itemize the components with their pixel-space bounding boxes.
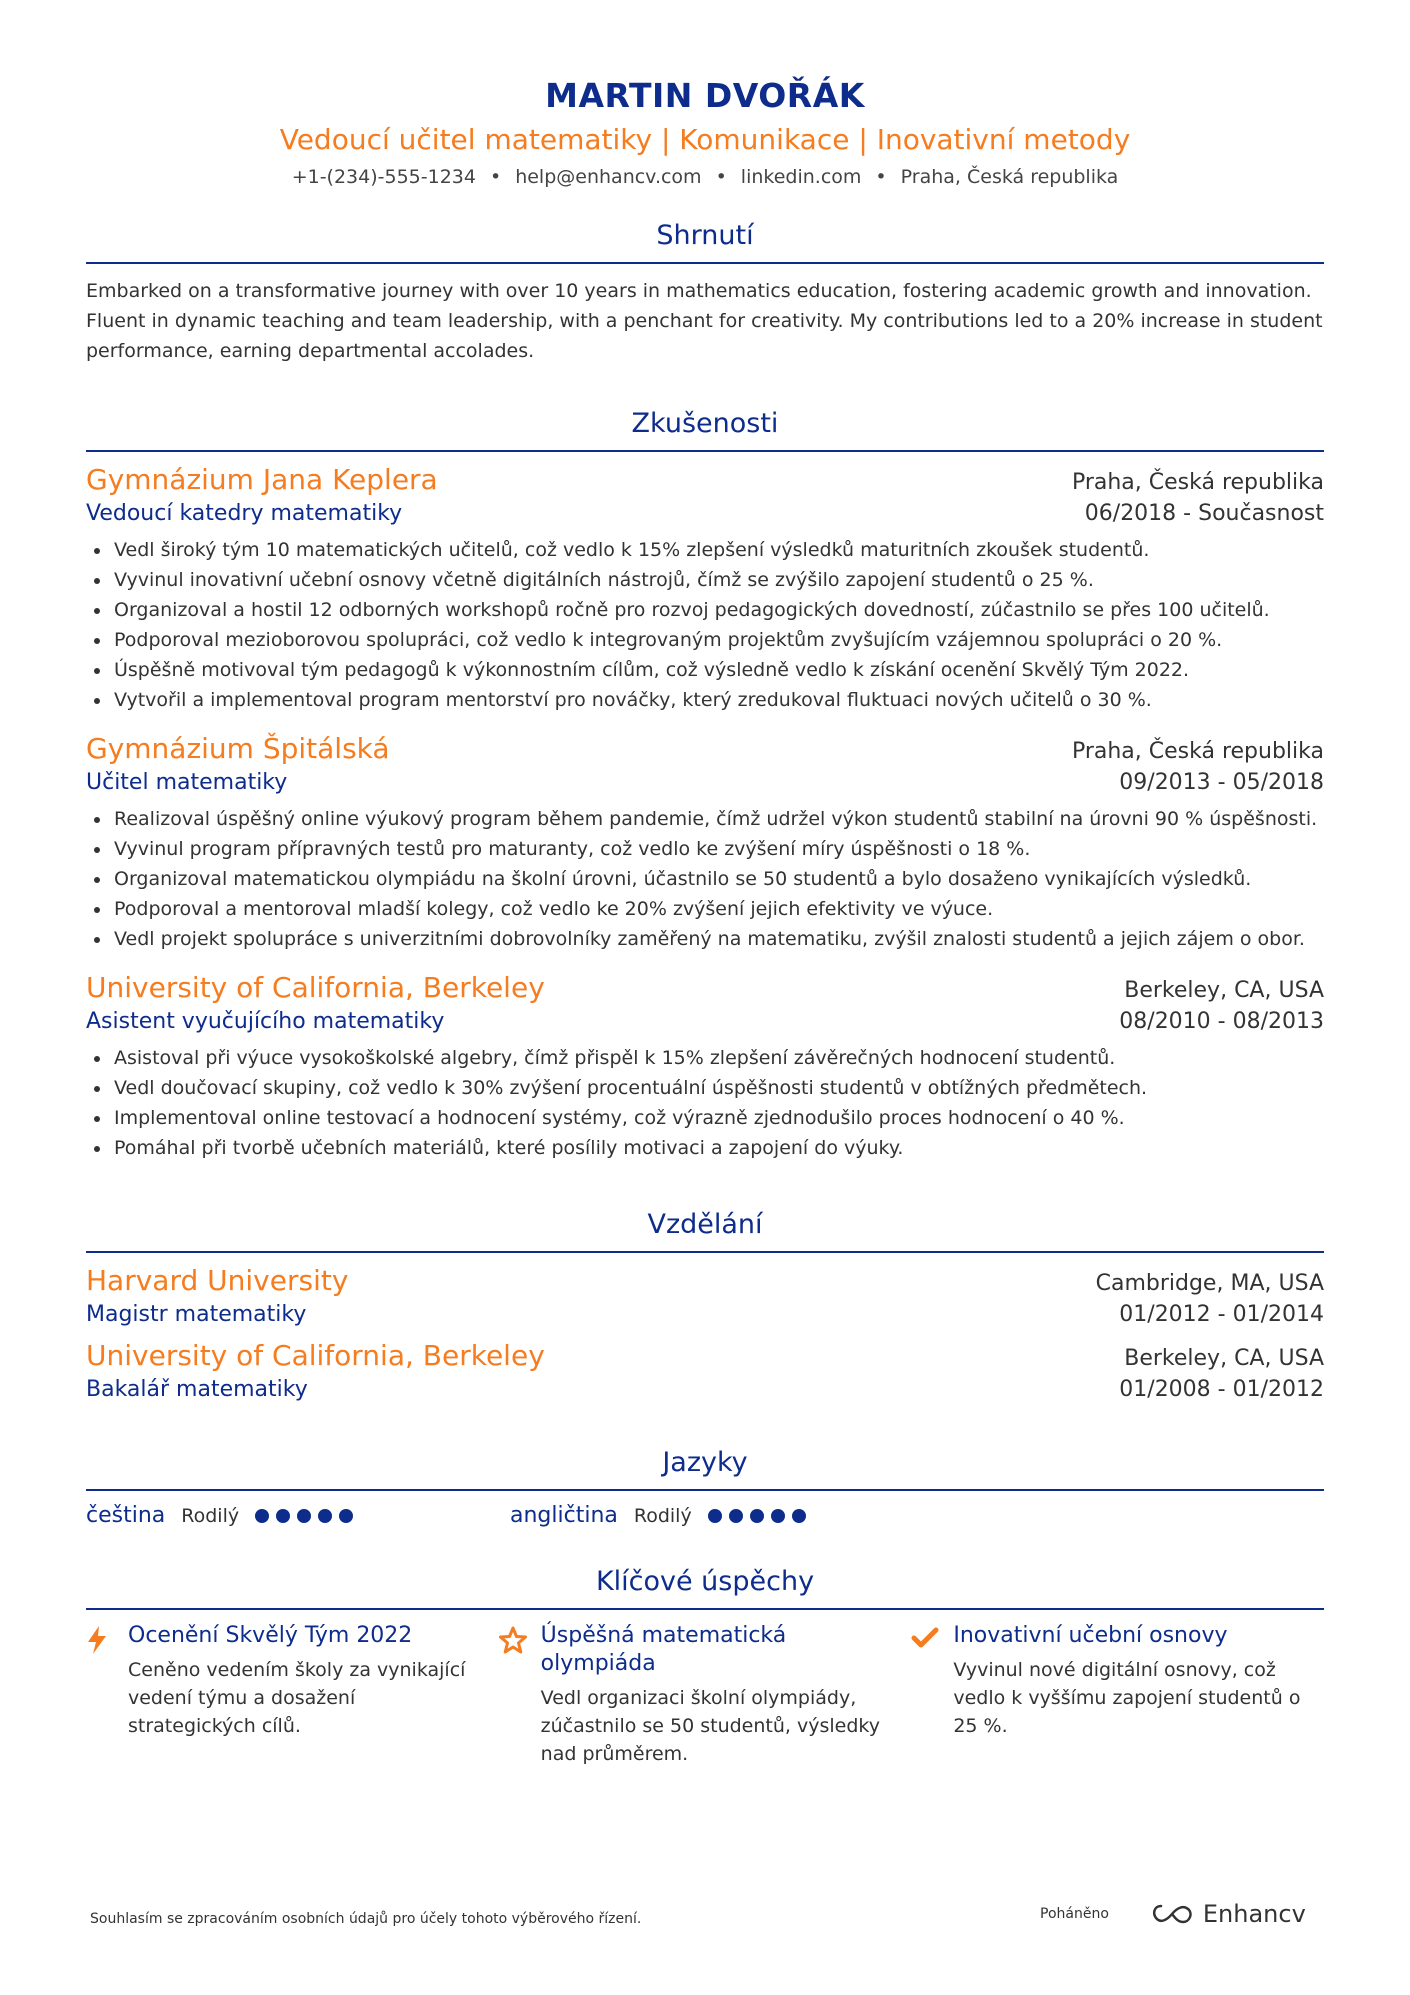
proficiency-dot — [792, 1509, 806, 1523]
location: Praha, Česká republika — [900, 166, 1119, 188]
degree: Magistr matematiky — [86, 1302, 307, 1327]
language-item — [510, 1503, 934, 1528]
achievement-item — [499, 1622, 912, 1768]
bullet-item: Podporoval mezioborovou spolupráci, což vedlo k integrovaným projektům zvyšujícím vzájemnou spolupráci o 20 %. — [86, 625, 1324, 655]
language-level: Rodilý — [633, 1504, 692, 1527]
job-location: Praha, Česká republika — [1071, 739, 1324, 764]
school-location: Cambridge, MA, USA — [1095, 1271, 1324, 1296]
study-dates: 01/2008 - 01/2012 — [1119, 1377, 1324, 1402]
achievement-title: Inovativní učební osnovy — [953, 1623, 1228, 1648]
brand-logo[interactable] — [1149, 1900, 1306, 1928]
proficiency-dot — [729, 1509, 743, 1523]
education-entry — [86, 1263, 1324, 1330]
proficiency-dot — [255, 1509, 269, 1523]
job-dates: 06/2018 - Současnost — [1084, 501, 1324, 526]
section-title: Jazyky — [86, 1445, 1324, 1491]
school-name: University of California, Berkeley — [86, 1339, 545, 1372]
bullet-list — [86, 804, 1324, 954]
school-location: Berkeley, CA, USA — [1124, 1346, 1324, 1371]
bullet-list — [86, 535, 1324, 715]
achievement-title: Ocenění Skvělý Tým 2022 — [128, 1623, 413, 1648]
bullet-item: Vedl doučovací skupiny, což vedlo k 30% zvýšení procentuální úspěšnosti studentů v obtížných předmětech. — [86, 1073, 1324, 1103]
school-name: Harvard University — [86, 1264, 349, 1297]
bullet-item: Organizoval matematickou olympiádu na školní úrovni, účastnilo se 50 studentů a bylo dosaženo vynikajících výsledků. — [86, 864, 1324, 894]
candidate-name: MARTIN DVOŘÁK — [545, 76, 865, 115]
email-link[interactable]: help@enhancv.com — [515, 166, 702, 188]
achievement-item — [911, 1622, 1324, 1768]
summary-section — [86, 218, 1324, 366]
experience-entry — [86, 731, 1324, 954]
language-level: Rodilý — [181, 1504, 240, 1527]
bullet-item: Vedl široký tým 10 matematických učitelů, což vedlo k 15% zlepšení výsledků maturitních zkoušek studentů. — [86, 535, 1324, 565]
company-name: Gymnázium Špitálská — [86, 732, 390, 765]
job-dates: 09/2013 - 05/2018 — [1119, 770, 1324, 795]
job-title: Učitel matematiky — [86, 770, 288, 795]
consent-text: Souhlasím se zpracováním osobních údajů pro účely tohoto výběrového řízení. — [90, 1911, 642, 1927]
powered-by-label: Poháněno — [1040, 1906, 1109, 1922]
brand-name: Enhancv — [1202, 1900, 1306, 1928]
separator: • — [715, 166, 727, 188]
experience-entry — [86, 462, 1324, 715]
job-title: Asistent vyučujícího matematiky — [86, 1009, 445, 1034]
company-name: University of California, Berkeley — [86, 971, 545, 1004]
bullet-item: Vedl projekt spolupráce s univerzitními dobrovolníky zaměřený na matematiku, zvýšil znalosti studentů a jejich zájem o obor. — [86, 924, 1324, 954]
proficiency-dots — [708, 1509, 806, 1523]
company-name: Gymnázium Jana Keplera — [86, 463, 438, 496]
bullet-item: Realizoval úspěšný online výukový program během pandemie, čímž udržel výkon studentů stabilní na úrovni 90 % úspěšnosti. — [86, 804, 1324, 834]
bullet-item: Implementoval online testovací a hodnocení systémy, což výrazně zjednodušilo proces hodnocení o 40 %. — [86, 1103, 1324, 1133]
experience-entry — [86, 970, 1324, 1163]
achievement-description: Ceněno vedením školy za vynikající vedení týmu a dosažení strategických cílů. — [128, 1659, 466, 1737]
lightning-icon — [86, 1626, 116, 1768]
job-dates: 08/2010 - 08/2013 — [1119, 1009, 1324, 1034]
proficiency-dot — [276, 1509, 290, 1523]
enhancv-logo-icon — [1149, 1902, 1195, 1926]
proficiency-dot — [750, 1509, 764, 1523]
headline: Vedoucí učitel matematiky | Komunikace | Inovativní metody — [279, 123, 1131, 156]
phone: +1-(234)-555-1234 — [291, 166, 476, 188]
footer-branding — [1040, 1900, 1306, 1928]
contact-line — [86, 164, 1324, 190]
linkedin-link[interactable]: linkedin.com — [740, 166, 862, 188]
achievement-item — [86, 1622, 499, 1768]
achievement-description: Vedl organizaci školní olympiády, zúčastnilo se 50 studentů, výsledky nad průměrem. — [540, 1687, 880, 1765]
bullet-item: Podporoval a mentoroval mladší kolegy, což vedlo ke 20% zvýšení jejich efektivity ve výuce. — [86, 894, 1324, 924]
education-entry — [86, 1338, 1324, 1405]
job-title: Vedoucí katedry matematiky — [86, 501, 403, 526]
summary-text: Embarked on a transformative journey with over 10 years in mathematics education, fostering academic growth and innovation. Fluent in dynamic teaching and team leadership, with a penchant for creativity. My contributions led to a 20% increase in student performance, earning departmental accolades. — [86, 280, 1323, 362]
bullet-item: Asistoval při výuce vysokoškolské algebry, čímž přispěl k 15% zlepšení závěrečných hodnocení studentů. — [86, 1043, 1324, 1073]
section-title: Klíčové úspěchy — [86, 1564, 1324, 1610]
proficiency-dots — [255, 1509, 353, 1523]
experience-section — [86, 406, 1324, 1163]
bullet-item: Vytvořil a implementoval program mentorství pro nováčky, který zredukoval fluktuaci nových učitelů o 30 %. — [86, 685, 1324, 715]
bullet-item: Vyvinul inovativní učební osnovy včetně digitálních nástrojů, čímž se zvýšilo zapojení studentů o 25 %. — [86, 565, 1324, 595]
proficiency-dot — [318, 1509, 332, 1523]
language-name: čeština — [86, 1503, 166, 1528]
study-dates: 01/2012 - 01/2014 — [1119, 1302, 1324, 1327]
proficiency-dot — [339, 1509, 353, 1523]
education-section — [86, 1207, 1324, 1405]
bullet-item: Úspěšně motivoval tým pedagogů k výkonnostním cílům, což výsledně vedlo k získání ocenění Skvělý Tým 2022. — [86, 655, 1324, 685]
language-name: angličtina — [510, 1503, 618, 1528]
bullet-item: Pomáhal při tvorbě učebních materiálů, které posílily motivaci a zapojení do výuky. — [86, 1133, 1324, 1163]
job-location: Praha, Česká republika — [1071, 470, 1324, 495]
checkmark-icon — [911, 1626, 941, 1768]
section-title: Vzdělání — [86, 1207, 1324, 1253]
achievement-title: Úspěšná matematická olympiáda — [540, 1623, 787, 1676]
language-item — [86, 1503, 510, 1528]
achievement-description: Vyvinul nové digitální osnovy, což vedlo k vyššímu zapojení studentů o 25 %. — [953, 1659, 1301, 1737]
degree: Bakalář matematiky — [86, 1377, 308, 1402]
resume-page — [86, 0, 1324, 1768]
achievements-section — [86, 1564, 1324, 1768]
bullet-item: Organizoval a hostil 12 odborných workshopů ročně pro rozvoj pedagogických dovedností, zúčastnilo se přes 100 učitelů. — [86, 595, 1324, 625]
proficiency-dot — [297, 1509, 311, 1523]
languages-section — [86, 1445, 1324, 1528]
proficiency-dot — [708, 1509, 722, 1523]
section-title: Shrnutí — [86, 218, 1324, 264]
proficiency-dot — [771, 1509, 785, 1523]
bullet-list — [86, 1043, 1324, 1163]
section-title: Zkušenosti — [86, 406, 1324, 452]
separator: • — [489, 166, 502, 188]
job-location: Berkeley, CA, USA — [1124, 978, 1324, 1003]
bullet-item: Vyvinul program přípravných testů pro maturanty, což vedlo ke zvýšení míry úspěšnosti o 18 %. — [86, 834, 1324, 864]
star-icon — [499, 1626, 529, 1768]
separator: • — [875, 166, 887, 188]
